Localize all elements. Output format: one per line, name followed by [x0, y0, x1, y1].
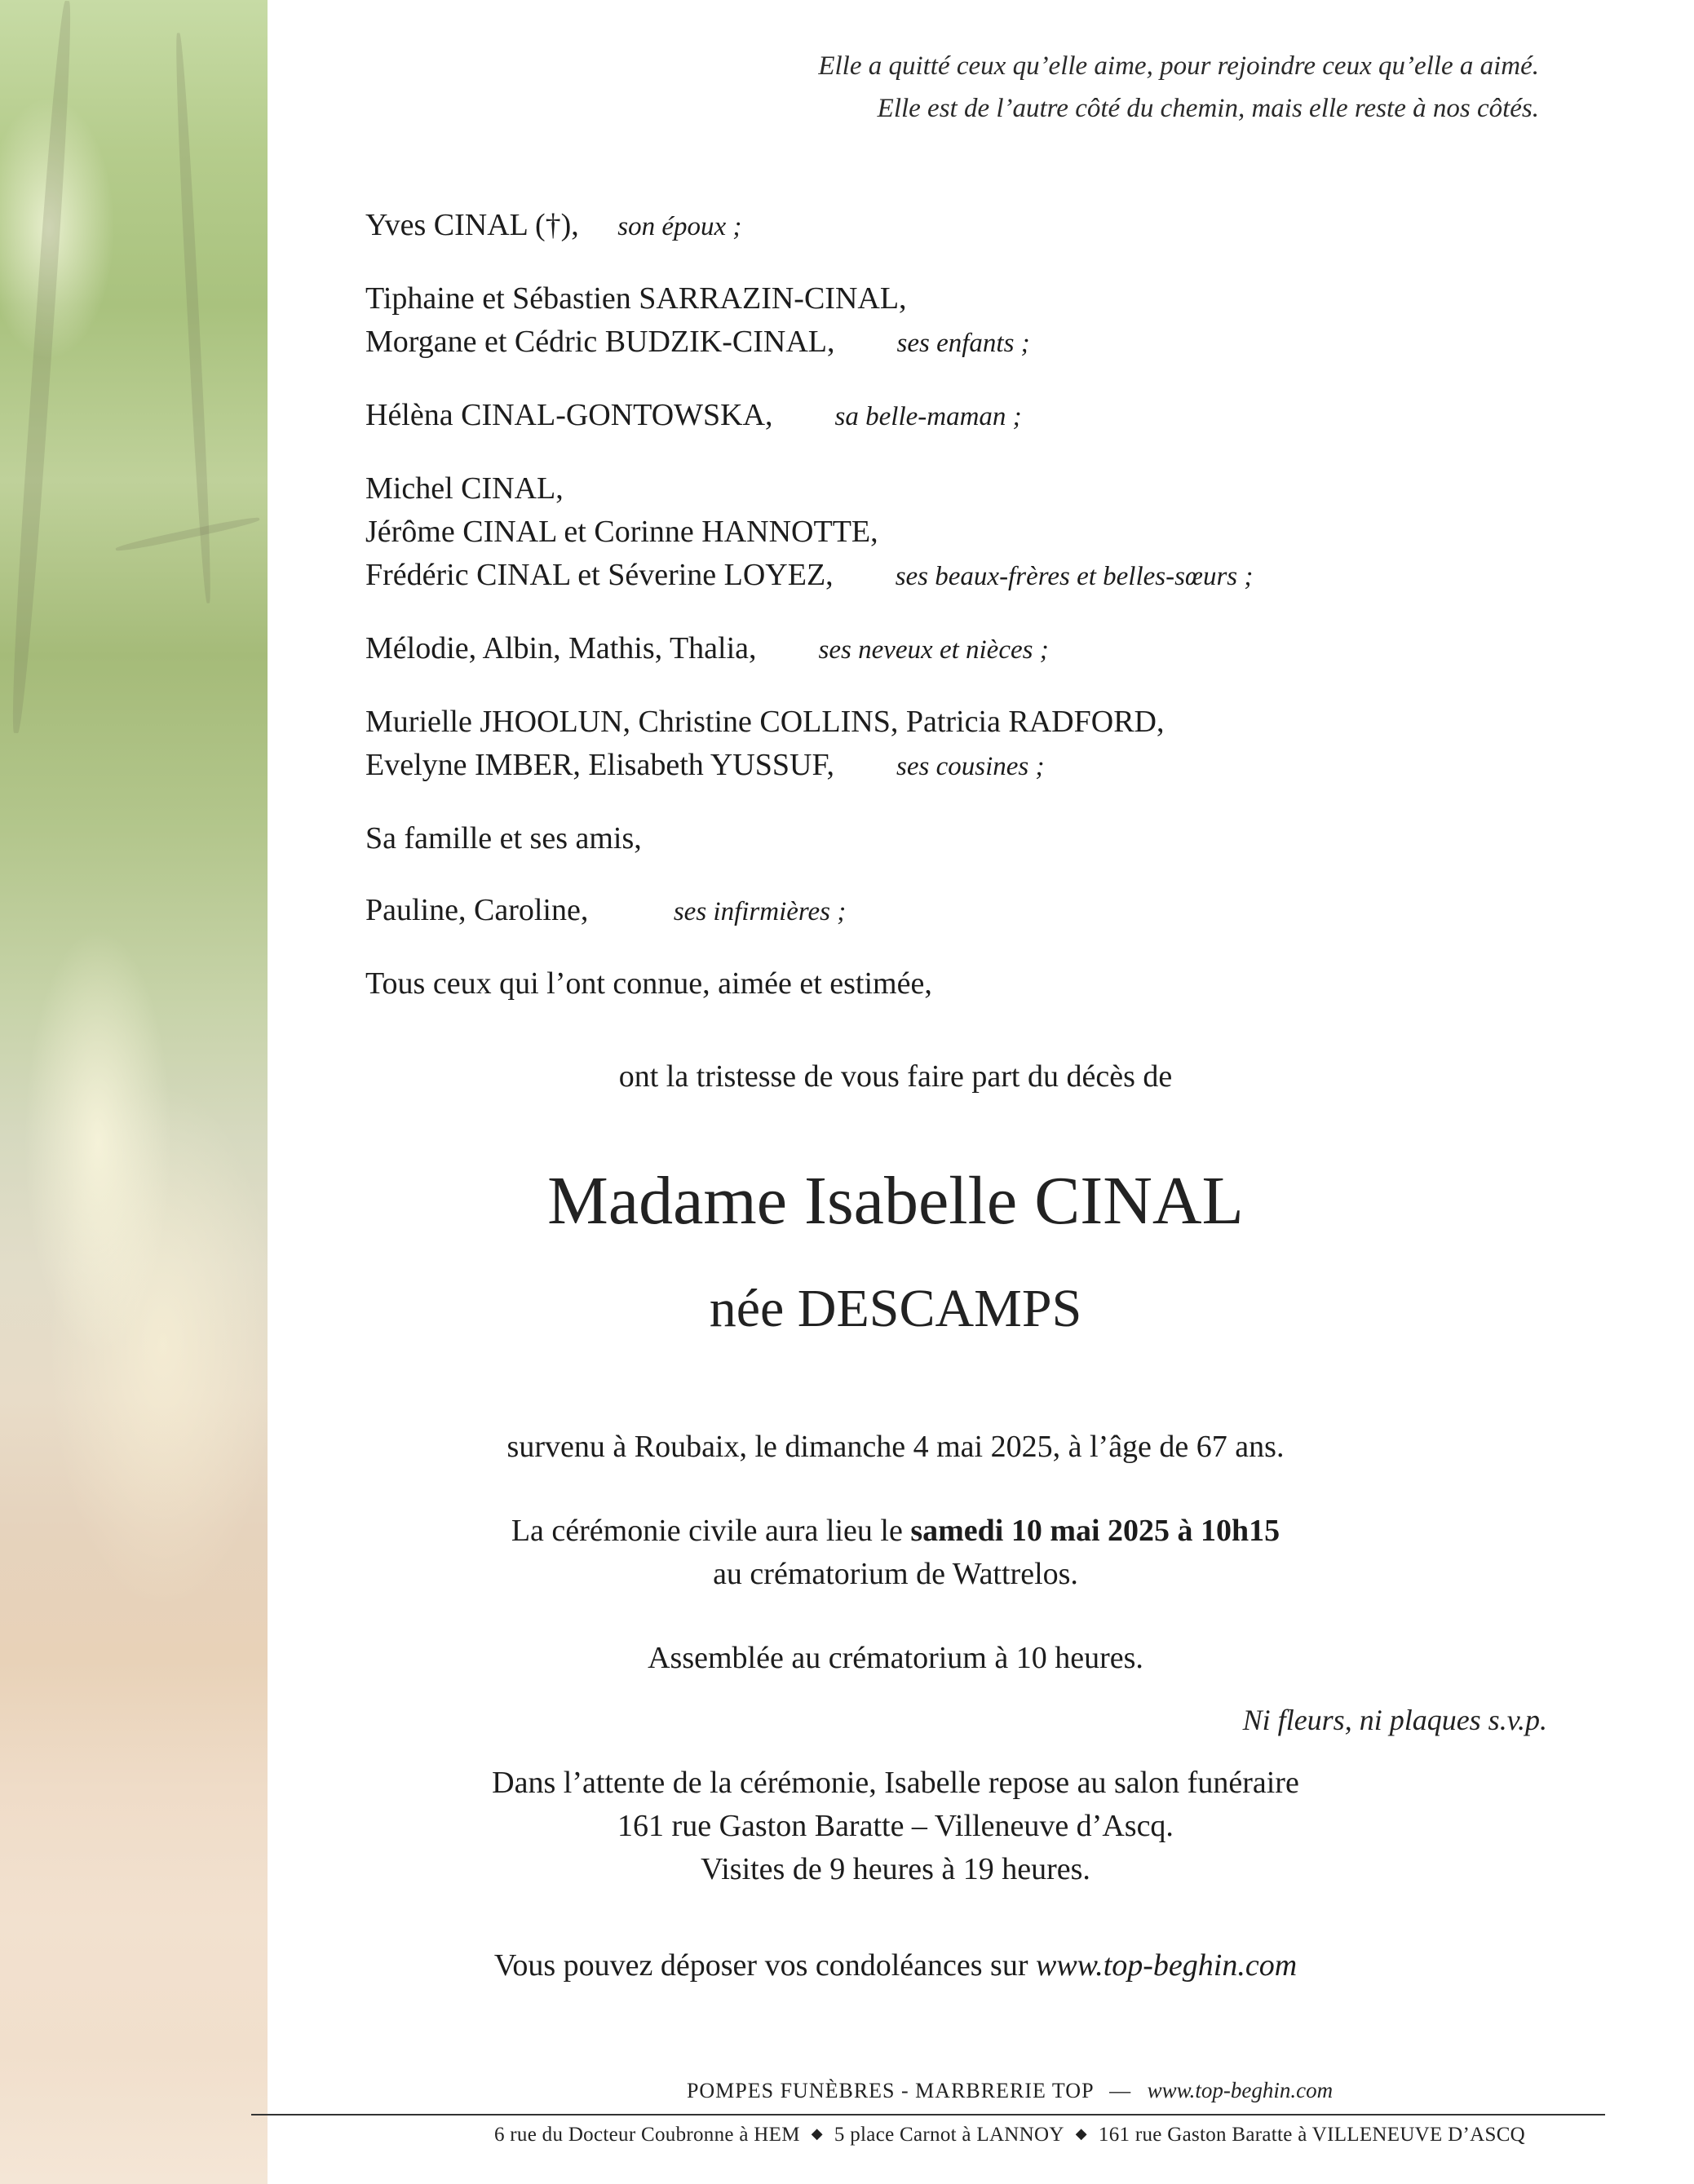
- tree-trunk-shape: [7, 0, 77, 733]
- footer-dash: —: [1109, 2079, 1132, 2102]
- tree-trunk-shape: [173, 33, 215, 603]
- ceremony-date: samedi 10 mai 2025 à 10h15: [910, 1514, 1280, 1548]
- family-name: Murielle JHOOLUN, Christine COLLINS, Patricia RADFORD,: [365, 705, 1165, 739]
- epigraph: [818, 45, 1539, 130]
- company-name: POMPES FUNÈBRES - MARBRERIE TOP: [686, 2079, 1094, 2102]
- family-name: Sa famille et ses amis,: [365, 821, 642, 855]
- footer-addresses: [268, 2124, 1694, 2146]
- family-entry-enfants: [365, 321, 1589, 365]
- family-entry-epoux: [365, 204, 1589, 249]
- obituary-notice: [268, 0, 1694, 2184]
- family-entry-belle-maman: [365, 394, 1589, 439]
- relation-label: ses cousines ;: [896, 752, 1045, 781]
- forest-path-image: [0, 0, 268, 2184]
- family-name: Tous ceux qui l’ont connue, aimée et estimée,: [365, 966, 932, 1001]
- wake-info: [268, 1762, 1524, 1891]
- ceremony-text: La cérémonie civile aura lieu le: [511, 1514, 911, 1548]
- tree-branch-shape: [115, 515, 260, 553]
- family-name: Pauline, Caroline,: [365, 893, 589, 927]
- footer-company: [268, 2078, 1694, 2103]
- footer-divider: [251, 2114, 1605, 2115]
- relation-label: ses neveux et nièces ;: [818, 635, 1049, 665]
- family-name: Tiphaine et Sébastien SARRAZIN-CINAL,: [365, 281, 907, 316]
- relation-label: ses infirmières ;: [673, 897, 847, 926]
- family-entry-neveux: [365, 627, 1589, 672]
- diamond-icon: ◆: [1075, 2125, 1087, 2142]
- family-name: Michel CINAL,: [365, 471, 564, 506]
- epigraph-line: Elle a quitté ceux qu’elle aime, pour rejoindre ceux qu’elle a aimé.: [818, 51, 1539, 81]
- death-info: survenu à Roubaix, le dimanche 4 mai 2025, à l’âge de 67 ans.: [506, 1430, 1285, 1464]
- condolences-link[interactable]: www.top-beghin.com: [1035, 1948, 1298, 1983]
- footer-link[interactable]: www.top-beghin.com: [1147, 2078, 1334, 2102]
- relation-label: ses beaux-frères et belles-sœurs ;: [895, 562, 1254, 591]
- family-name: Jérôme CINAL et Corinne HANNOTTE,: [365, 515, 878, 549]
- relation-label: son époux ;: [617, 212, 742, 241]
- address-lannoy: 5 place Carnot à LANNOY: [834, 2124, 1064, 2146]
- address-hem: 6 rue du Docteur Coubronne à HEM: [493, 2124, 800, 2146]
- maiden-name: née DESCAMPS: [709, 1279, 1082, 1338]
- family-name: Evelyne IMBER, Elisabeth YUSSUF,: [365, 748, 835, 782]
- deceased-name: Madame Isabelle CINAL: [547, 1163, 1244, 1239]
- relation-label: sa belle-maman ;: [834, 402, 1022, 431]
- ceremony-info: [268, 1510, 1524, 1553]
- family-name: Yves CINAL (†),: [365, 208, 579, 242]
- condolences-text: Vous pouvez déposer vos condoléances sur: [493, 1948, 1036, 1983]
- wake-address: 161 rue Gaston Baratte – Villeneuve d’Ascq.: [617, 1809, 1174, 1843]
- diamond-icon: ◆: [811, 2125, 823, 2142]
- family-entry-cousines: [365, 744, 1589, 789]
- condolences-line: [268, 1945, 1524, 1986]
- wake-line: Dans l’attente de la cérémonie, Isabelle repose au salon funéraire: [492, 1766, 1299, 1800]
- family-entry-beaux-freres: [365, 554, 1589, 599]
- family-name: Morgane et Cédric BUDZIK-CINAL,: [365, 325, 835, 359]
- family-name: Mélodie, Albin, Mathis, Thalia,: [365, 631, 757, 665]
- relation-label: ses enfants ;: [896, 329, 1030, 358]
- assembly-info: Assemblée au crématorium à 10 heures.: [648, 1641, 1143, 1675]
- address-villeneuve: 161 rue Gaston Baratte à VILLENEUVE D’ASCQ: [1098, 2124, 1526, 2146]
- family-name: Frédéric CINAL et Séverine LOYEZ,: [365, 558, 834, 592]
- ceremony-location: au crématorium de Wattrelos.: [713, 1557, 1078, 1591]
- family-entry-infirmieres: [365, 889, 1589, 934]
- family-name: Hélèna CINAL-GONTOWSKA,: [365, 398, 773, 432]
- no-flowers-note: Ni fleurs, ni plaques s.v.p.: [1242, 1704, 1547, 1736]
- ceremony-details: [268, 1426, 1524, 1680]
- family-list: [365, 204, 1589, 1006]
- wake-hours: Visites de 9 heures à 19 heures.: [701, 1852, 1090, 1886]
- announcement-text: ont la tristesse de vous faire part du décès de: [618, 1059, 1173, 1094]
- epigraph-line: Elle est de l’autre côté du chemin, mais elle reste à nos côtés.: [877, 94, 1539, 123]
